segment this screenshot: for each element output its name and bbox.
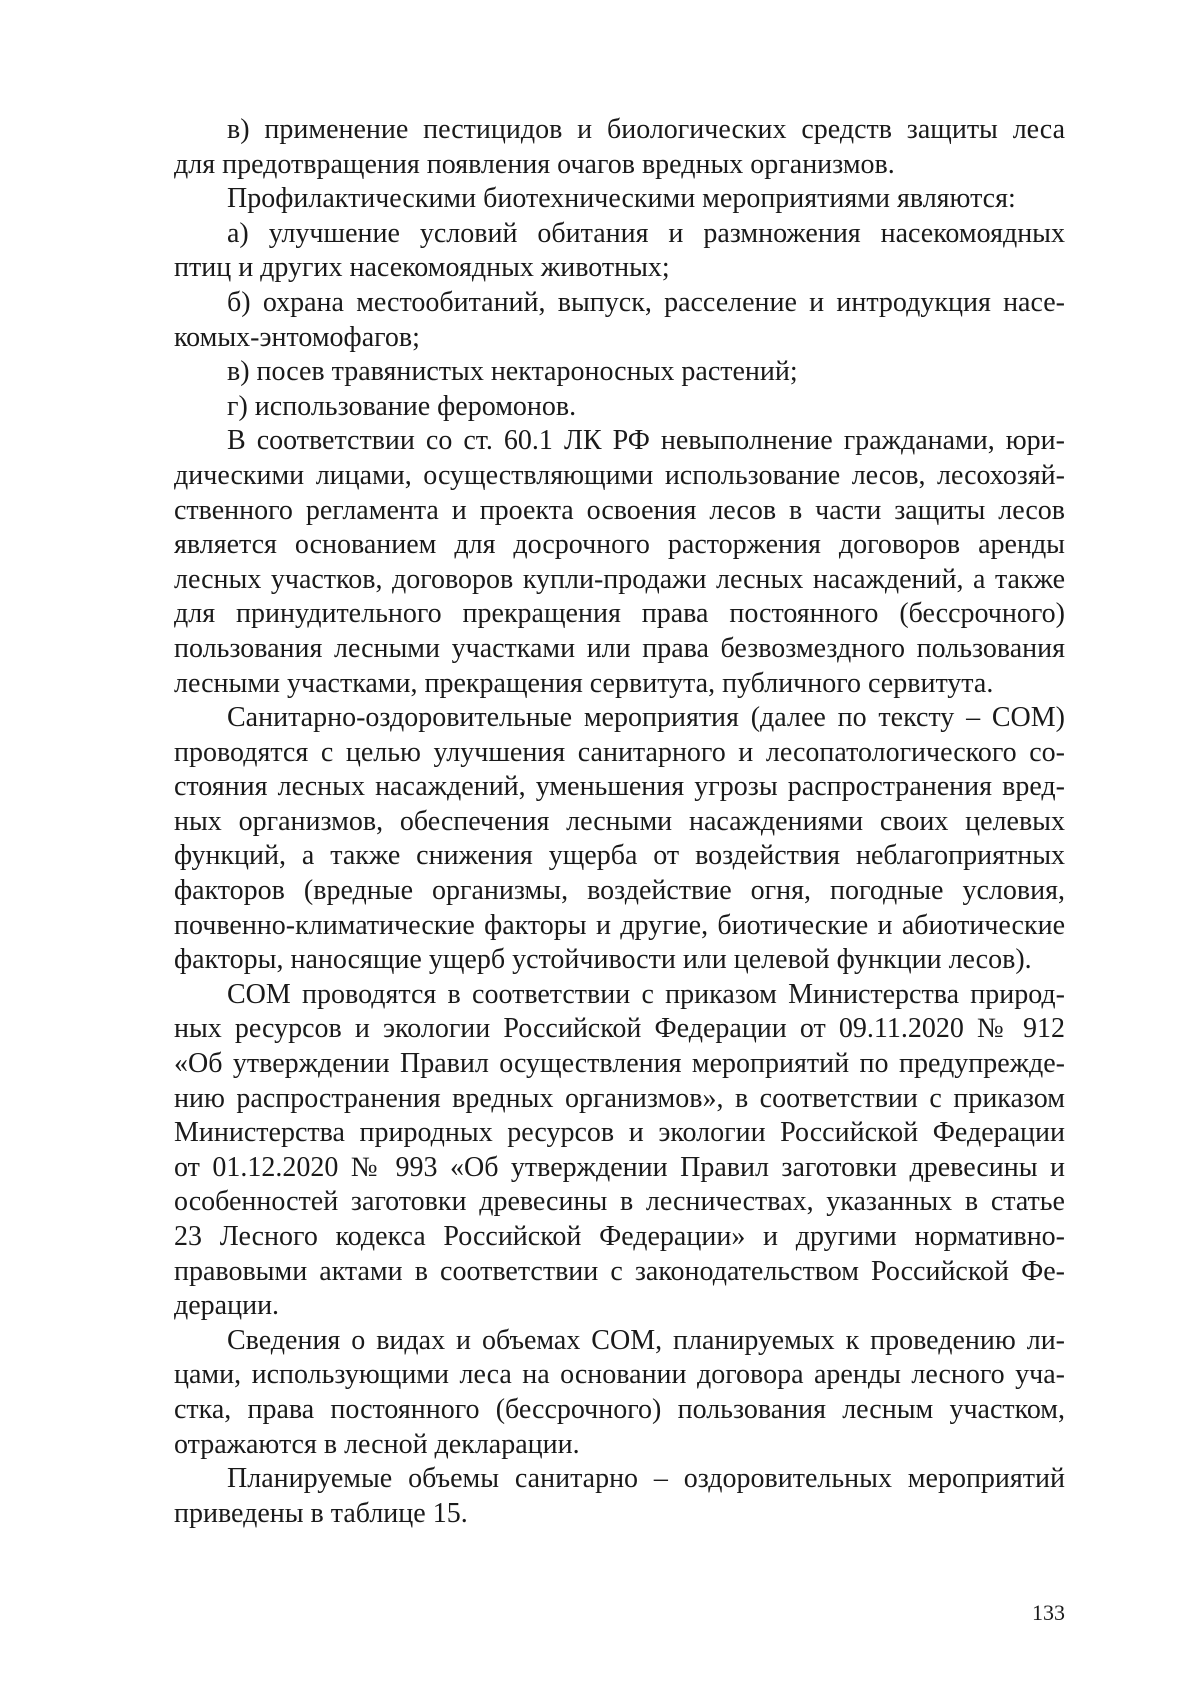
text-line: СОМ проводятся в соответствии с приказом Министерства природ-: [227, 978, 1065, 1010]
text-line: ных организмов, обеспечения лесными насаждениями своих целевых: [174, 805, 1065, 837]
text-line: ных ресурсов и экологии Российской Федерации от 09.11.2020 № 912: [174, 1013, 1065, 1045]
text-line: лесными участками, прекращения сервитута, публичного сервитута.: [174, 667, 994, 699]
text-line: стояния лесных насаждений, уменьшения угрозы распространения вред-: [174, 771, 1065, 803]
text-line: 23 Лесного кодекса Российской Федерации» и другими нормативно-: [174, 1221, 1065, 1252]
page-number: 133: [1032, 1600, 1065, 1625]
text-line: дическими лицами, осуществляющими использование лесов, лесохозяй-: [174, 459, 1065, 491]
text-line: Профилактическими биотехническими мероприятиями являются:: [227, 183, 1016, 215]
text-line: в) посев травянистых нектароносных растений;: [227, 356, 798, 388]
text-line: пользования лесными участками или права безвозмездного пользования: [174, 632, 1065, 664]
text-line: является основанием для досрочного расторжения договоров аренды: [174, 529, 1065, 561]
text-line: факторов (вредные организмы, воздействие огня, погодные условия,: [174, 875, 1065, 907]
text-line: стка, права постоянного (бессрочного) пользования лесным участком,: [174, 1393, 1065, 1425]
text-line: Санитарно-оздоровительные мероприятия (далее по тексту – СОМ): [227, 702, 1065, 734]
text-line: г) использование феромонов.: [227, 390, 577, 422]
text-line: ственного регламента и проекта освоения лесов в части защиты лесов: [174, 494, 1065, 526]
text-line: птиц и других насекомоядных животных;: [174, 252, 670, 284]
text-line: В соответствии со ст. 60.1 ЛК РФ невыполнение гражданами, юри-: [227, 425, 1065, 457]
text-line: факторы, наносящие ущерб устойчивости или целевой функции лесов).: [174, 944, 1032, 976]
text-line: Сведения о видах и объемах СОМ, планируемых к проведению ли-: [227, 1324, 1065, 1356]
text-line: цами, использующими леса на основании договора аренды лесного уча-: [174, 1359, 1065, 1391]
text-line: лесных участков, договоров купли-продажи лесных насаждений, а также: [174, 563, 1065, 595]
text-line: функций, а также снижения ущерба от воздействия неблагоприятных: [174, 840, 1065, 872]
body-text: [174, 113, 1065, 1531]
text-line: Министерства природных ресурсов и экологии Российской Федерации: [174, 1117, 1065, 1149]
text-line: в) применение пестицидов и биологических средств защиты леса: [227, 114, 1065, 145]
text-line: для предотвращения появления очагов вредных организмов.: [174, 148, 895, 180]
text-line: нию распространения вредных организмов», в соответствии с приказом: [174, 1082, 1065, 1114]
text-line: Планируемые объемы санитарно – оздоровительных мероприятий: [227, 1463, 1065, 1495]
text-line: а) улучшение условий обитания и размножения насекомоядных: [227, 217, 1065, 249]
text-line: комых-энтомофагов;: [174, 321, 420, 353]
text-line: б) охрана местообитаний, выпуск, расселение и интродукция насе-: [227, 286, 1065, 318]
text-line: проводятся с целью улучшения санитарного и лесопатологического со-: [174, 736, 1065, 768]
text-line: дерации.: [174, 1290, 280, 1322]
text-line: отражаются в лесной декларации.: [174, 1428, 580, 1460]
text-line: правовыми актами в соответствии с законодательством Российской Фе-: [174, 1255, 1065, 1287]
text-line: особенностей заготовки древесины в лесничествах, указанных в статье: [174, 1186, 1065, 1218]
text-line: почвенно-климатические факторы и другие, биотические и абиотические: [174, 909, 1065, 941]
text-line: от 01.12.2020 № 993 «Об утверждении Правил заготовки древесины и: [174, 1151, 1065, 1183]
text-line: для принудительного прекращения права постоянного (бессрочного): [174, 598, 1065, 630]
text-line: «Об утверждении Правил осуществления мероприятий по предупрежде-: [174, 1048, 1065, 1080]
text-line: приведены в таблице 15.: [174, 1497, 468, 1529]
